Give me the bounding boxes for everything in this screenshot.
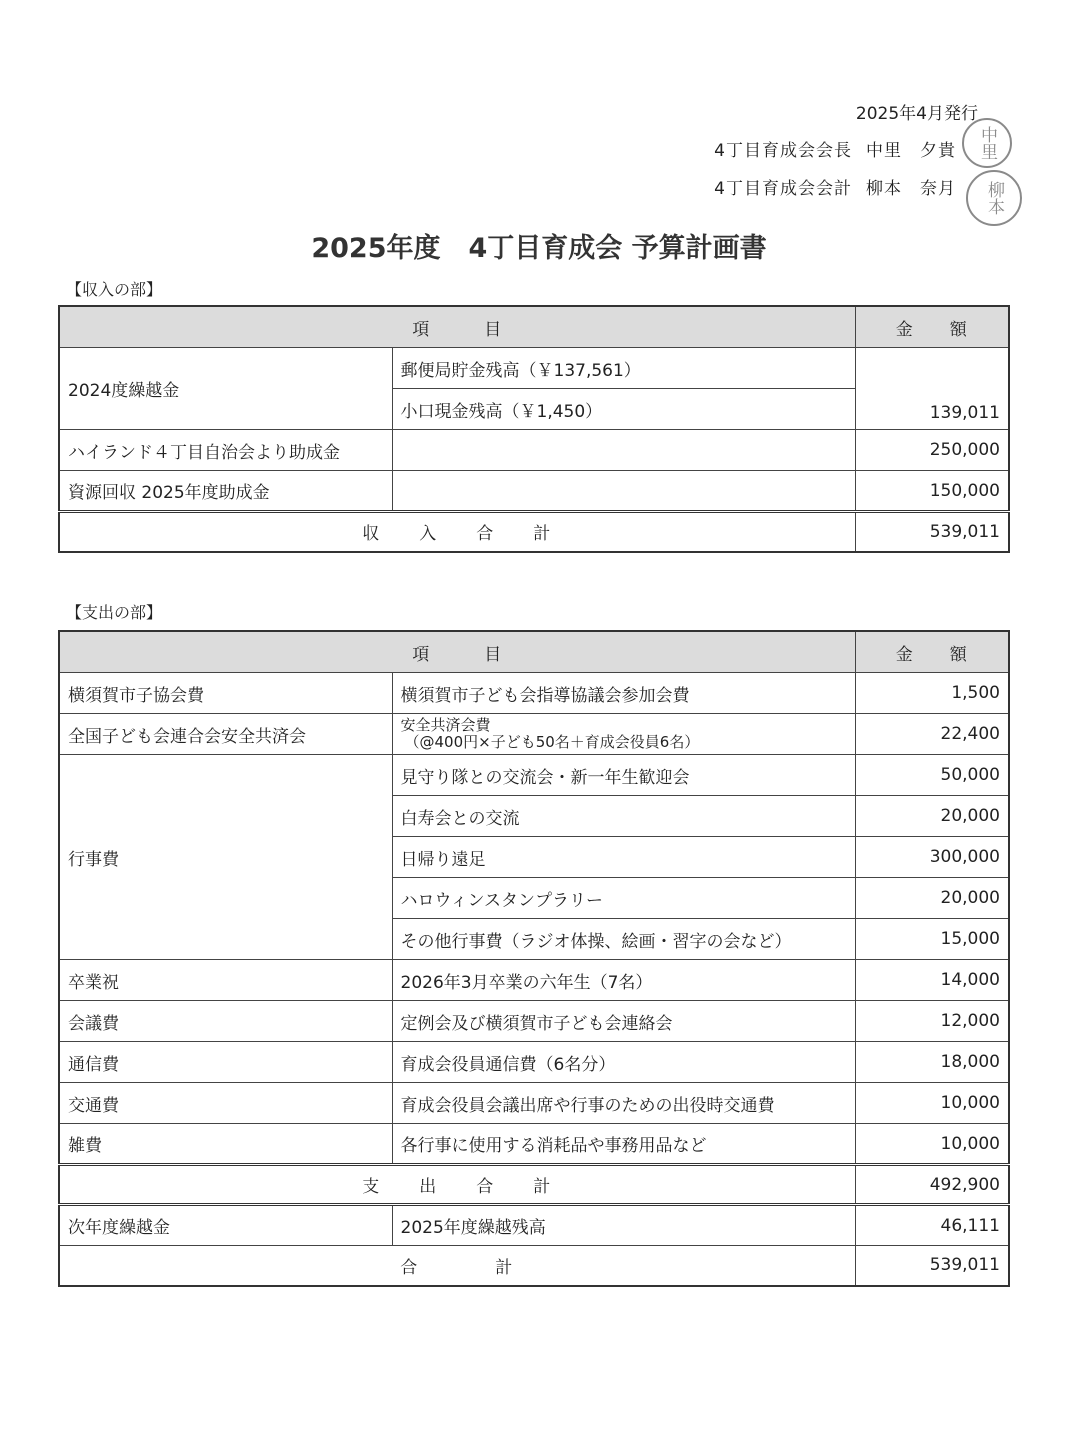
expense-label: 通信費 (59, 1042, 392, 1083)
event-amount: 50,000 (855, 755, 1009, 796)
expense-detail: 横須賀市子ども会指導協議会参加会費 (392, 673, 855, 714)
expense-detail: 育成会役員通信費（6名分） (392, 1042, 855, 1083)
title-year: 2025年度 (311, 233, 441, 264)
table-row (59, 1124, 1009, 1165)
income-header-row (59, 306, 1009, 348)
expense-total-amount: 492,900 (855, 1165, 1009, 1205)
event-amount: 300,000 (855, 837, 1009, 878)
carryover-amount: 139,011 (855, 348, 1009, 430)
event-detail: 白寿会との交流 (392, 796, 855, 837)
table-row (59, 755, 1009, 796)
table-row (59, 714, 1009, 755)
treasurer-title: 4丁目育成会会計 (714, 179, 852, 199)
expense-label: 全国子ども会連合会安全共済会 (59, 714, 392, 755)
event-amount: 20,000 (855, 878, 1009, 919)
grand-total-amount: 539,011 (855, 1246, 1009, 1286)
table-row (59, 1083, 1009, 1124)
treasurer-seal-stamp: 柳本 (966, 170, 1022, 226)
next-carryover-label: 次年度繰越金 (59, 1205, 392, 1246)
events-label: 行事費 (59, 755, 392, 960)
expense-detail: 定例会及び横須賀市子ども会連絡会 (392, 1001, 855, 1042)
income-col-amount: 金 額 (855, 306, 1009, 348)
expense-detail: 育成会役員会議出席や行事のための出役時交通費 (392, 1083, 855, 1124)
income-total-label: 収 入 合 計 (59, 512, 855, 552)
income-amount: 150,000 (855, 471, 1009, 512)
income-label: ハイランド４丁目自治会より助成金 (59, 430, 392, 471)
income-section-label: 【収入の部】 (66, 280, 163, 299)
anzen-detail-breakdown: （@400円×子ども50名＋育成会役員6名） (404, 733, 700, 751)
expense-label: 雑費 (59, 1124, 392, 1165)
expense-amount: 18,000 (855, 1042, 1009, 1083)
expense-detail: 各行事に使用する消耗品や事務用品など (392, 1124, 855, 1165)
expense-amount: 10,000 (855, 1124, 1009, 1165)
treasurer-name: 柳本 奈月 (866, 179, 956, 199)
carryover-detail-cash: 小口現金残高（￥1,450） (392, 389, 855, 430)
expense-label: 交通費 (59, 1083, 392, 1124)
table-row (59, 1205, 1009, 1246)
event-detail: ハロウィンスタンプラリー (392, 878, 855, 919)
table-row (59, 1042, 1009, 1083)
chair-seal-stamp: 中里 (962, 118, 1012, 168)
table-row (59, 673, 1009, 714)
table-row (59, 430, 1009, 471)
expense-section-label: 【支出の部】 (66, 603, 163, 622)
expense-label: 会議費 (59, 1001, 392, 1042)
income-label: 資源回収 2025年度助成金 (59, 471, 392, 512)
event-amount: 15,000 (855, 919, 1009, 960)
expense-amount: 22,400 (855, 714, 1009, 755)
expense-total-label: 支 出 合 計 (59, 1165, 855, 1205)
expense-label: 横須賀市子協会費 (59, 673, 392, 714)
issue-date: 2025年4月発行 (855, 104, 978, 124)
income-total-row (59, 512, 1009, 552)
title-main: 4丁目育成会 予算計画書 (468, 233, 767, 264)
expense-label: 卒業祝 (59, 960, 392, 1001)
table-row (59, 1001, 1009, 1042)
grand-total-label: 合 計 (59, 1246, 855, 1286)
event-detail: その他行事費（ラジオ体操、絵画・習字の会など） (392, 919, 855, 960)
carryover-detail-postal: 郵便局貯金残高（￥137,561） (392, 348, 855, 389)
income-col-item: 項 目 (59, 306, 855, 348)
income-amount: 250,000 (855, 430, 1009, 471)
event-detail: 見守り隊との交流会・新一年生歓迎会 (392, 755, 855, 796)
expense-header-row (59, 631, 1009, 673)
treasurer-line (700, 174, 956, 199)
chair-line (700, 136, 956, 161)
income-table (58, 305, 1010, 553)
expense-detail (392, 714, 855, 755)
expense-detail: 2026年3月卒業の六年生（7名） (392, 960, 855, 1001)
table-row (59, 960, 1009, 1001)
expense-amount: 1,500 (855, 673, 1009, 714)
event-detail: 日帰り遠足 (392, 837, 855, 878)
expense-col-item: 項 目 (59, 631, 855, 673)
expense-amount: 10,000 (855, 1083, 1009, 1124)
next-carryover-amount: 46,111 (855, 1205, 1009, 1246)
page-title (0, 226, 1078, 265)
anzen-detail-main: 安全共済会費 (400, 716, 491, 734)
income-detail (392, 471, 855, 512)
event-amount: 20,000 (855, 796, 1009, 837)
expense-amount: 14,000 (855, 960, 1009, 1001)
chair-title: 4丁目育成会会長 (714, 141, 852, 161)
chair-name: 中里 夕貴 (866, 141, 956, 161)
expense-amount: 12,000 (855, 1001, 1009, 1042)
next-carryover-detail: 2025年度繰越残高 (392, 1205, 855, 1246)
table-row (59, 471, 1009, 512)
expense-table (58, 630, 1010, 1287)
table-row (59, 348, 1009, 389)
carryover-label: 2024度繰越金 (59, 348, 392, 430)
income-total-amount: 539,011 (855, 512, 1009, 552)
income-detail (392, 430, 855, 471)
grand-total-row (59, 1246, 1009, 1286)
expense-total-row (59, 1165, 1009, 1205)
expense-col-amount: 金 額 (855, 631, 1009, 673)
